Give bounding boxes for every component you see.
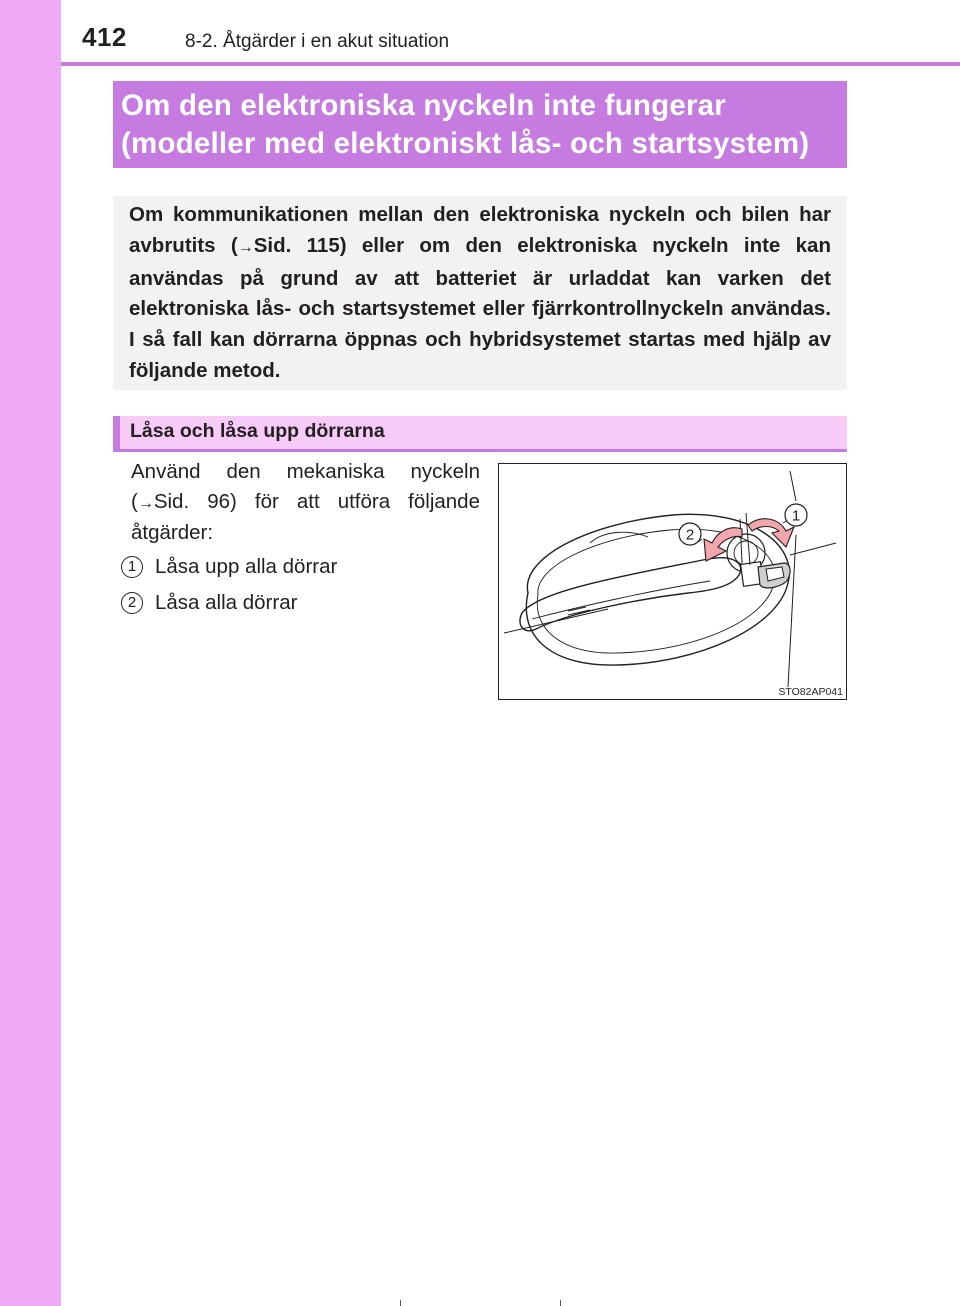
step-item-unlock (121, 554, 337, 580)
arrow-right-icon: → (237, 238, 254, 256)
section-title-box (113, 81, 847, 168)
subheading-bar (113, 416, 847, 452)
callout-label-2: 2 (685, 526, 695, 544)
subheading-text: Låsa och låsa upp dörrarna (130, 420, 385, 442)
step-number-badge: 2 (121, 592, 143, 614)
intro-text-end: Sid. 115) eller om den elektroniska nyckeln inte kan användas på grund av att batteriet är urladdat kan varken det elektroniska lås- och startsystemet eller fjärrkontrollnyckeln användas. I så fall kan dörrarna öppnas och hybridsystemet startas med hjälp av följande metod. (129, 233, 831, 382)
crop-mark (400, 1300, 401, 1306)
header-rule (61, 62, 960, 66)
section-label: 8-2. Åtgärder i en akut situation (185, 31, 450, 52)
door-handle-drawing (498, 463, 847, 700)
section-title-line-1: Om den elektroniska nyckeln inte fungerar (121, 89, 726, 122)
side-color-band (0, 0, 61, 1306)
step-label: Låsa upp alla dörrar (155, 555, 338, 578)
instruction-paragraph (131, 457, 480, 548)
instruction-text-end: Sid. 96) för att utföra följande åtgärder: (131, 489, 480, 544)
step-number-badge: 1 (121, 556, 143, 578)
arrow-right-icon: → (137, 494, 154, 512)
step-item-lock (121, 590, 297, 616)
section-title-line-2: (modeller med elektroniskt lås- och startsystem) (121, 127, 810, 160)
intro-text-start: Om kommunikationen mellan den elektroniska nyckeln och bilen har avbrutits ( (129, 203, 831, 257)
instruction-text-start: Använd den mekaniska nyckeln ( (131, 460, 480, 513)
door-handle-illustration (498, 463, 847, 700)
figure-code: STO82AP041 (778, 686, 843, 698)
step-label: Låsa alla dörrar (155, 591, 298, 614)
intro-box (113, 196, 847, 390)
callout-label-1: 1 (791, 507, 801, 525)
intro-paragraph (129, 200, 831, 387)
page-number: 412 (82, 22, 127, 52)
crop-mark (560, 1300, 561, 1306)
